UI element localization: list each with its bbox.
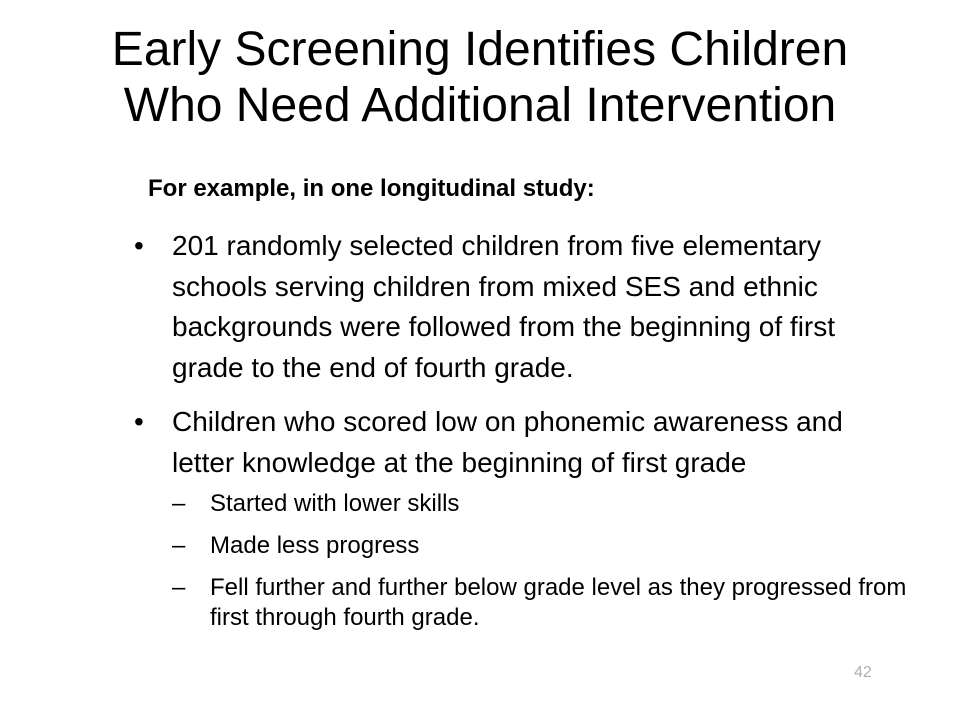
bullet-list (132, 226, 912, 647)
title-line: Who Need Additional Intervention (123, 79, 837, 132)
sub-bullet-text: Started with lower skills (210, 490, 460, 517)
sub-bullet-text: Made less progress (210, 532, 420, 559)
title-line: Early Screening Identifies Children (111, 23, 849, 76)
bullet-marker: • (134, 406, 144, 437)
sub-bullet-item (172, 573, 912, 633)
sub-bullet-marker: – (172, 574, 186, 601)
sub-bullet-list (172, 489, 912, 633)
slide-title (0, 22, 960, 134)
bullet-item (132, 402, 912, 633)
bullet-marker: • (134, 230, 144, 261)
bullet-item (132, 226, 912, 388)
page-number: 42 (854, 664, 872, 681)
slide-subtitle: For example, in one longitudinal study: (148, 175, 595, 202)
bullet-text: Children who scored low on phonemic awareness and letter knowledge at the beginning of first grade (172, 406, 843, 478)
sub-bullet-item (172, 531, 912, 561)
sub-bullet-item (172, 489, 912, 519)
sub-bullet-text: Fell further and further below grade level as they progressed from first through fourth grade. (210, 574, 907, 631)
sub-bullet-marker: – (172, 490, 186, 517)
sub-bullet-marker: – (172, 532, 186, 559)
bullet-text: 201 randomly selected children from five elementary schools serving children from mixed SES and ethnic backgrounds were followed from the beginning of first grade to the end of fourth grade. (172, 230, 836, 383)
